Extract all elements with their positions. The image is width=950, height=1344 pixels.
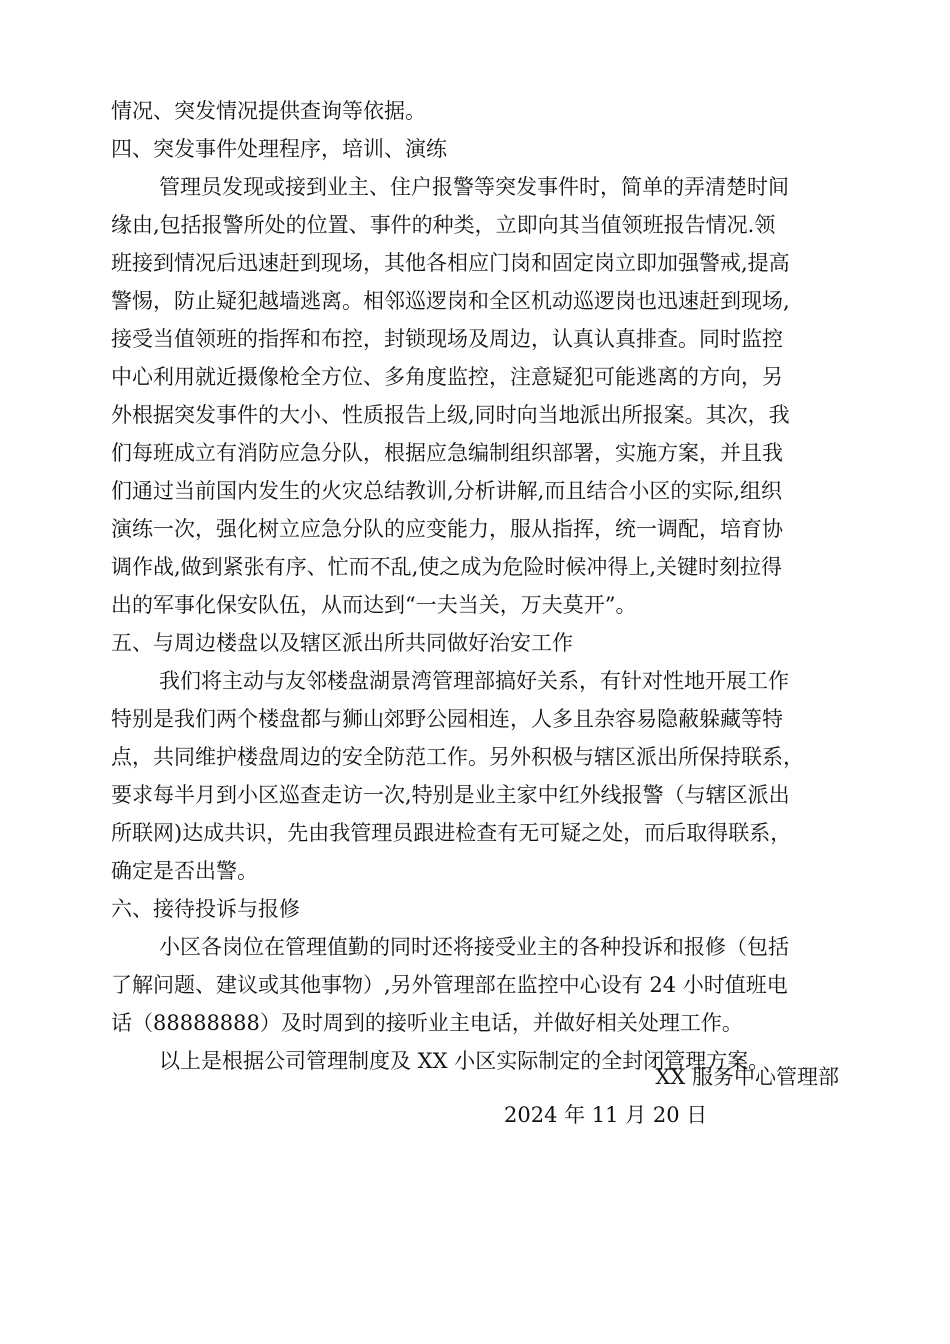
paragraph-line: 演练一次，强化树立应急分队的应变能力，服从指挥，统一调配，培育协 (111, 517, 783, 541)
section-heading-6: 六、接待投诉与报修 (111, 897, 300, 921)
paragraph-line: 情况、突发情况提供查询等依据。 (111, 99, 426, 123)
paragraph-line: 话（88888888）及时周到的接听业主电话，并做好相关处理工作。 (111, 1011, 743, 1035)
paragraph-line: 出的军事化保安队伍，从而达到“一夫当关，万夫莫开”。 (111, 593, 637, 617)
signature-organization: XX 服务中心管理部 (655, 1065, 839, 1089)
document-body (111, 92, 853, 1080)
paragraph-line: 要求每半月到小区巡查走访一次,特别是业主家中红外线报警（与辖区派出 (111, 783, 790, 807)
paragraph-line: 管理员发现或接到业主、住户报警等突发事件时，简单的弄清楚时间 (159, 175, 789, 199)
paragraph-line: 警惕，防止疑犯越墙逃离。相邻巡逻岗和全区机动巡逻岗也迅速赶到现场, (111, 289, 790, 313)
paragraph-line: 缘由,包括报警所处的位置、事件的种类，立即向其当值领班报告情况.领 (111, 213, 776, 237)
signature-date: 2024 年 11 月 20 日 (504, 1103, 708, 1127)
paragraph-line: 中心利用就近摄像枪全方位、多角度监控，注意疑犯可能逃离的方向，另 (111, 365, 783, 389)
paragraph-line: 班接到情况后迅速赶到现场，其他各相应门岗和固定岗立即加强警戒,提高 (111, 251, 790, 275)
paragraph-line: 我们将主动与友邻楼盘湖景湾管理部搞好关系，有针对性地开展工作 (159, 669, 789, 693)
paragraph-line: 们通过当前国内发生的火灾总结教训,分析讲解,而且结合小区的实际,组织 (111, 479, 783, 503)
paragraph-line: 外根据突发事件的大小、性质报告上级,同时向当地派出所报案。其次，我 (111, 403, 790, 427)
paragraph-line: 们每班成立有消防应急分队，根据应急编制组织部署，实施方案，并且我 (111, 441, 783, 465)
paragraph-line: 小区各岗位在管理值勤的同时还将接受业主的各种投诉和报修（包括 (159, 935, 789, 959)
paragraph-line: 接受当值领班的指挥和布控，封锁现场及周边，认真认真排查。同时监控 (111, 327, 783, 351)
paragraph-line: 确定是否出警。 (111, 859, 258, 883)
paragraph-line: 特别是我们两个楼盘都与狮山郊野公园相连，人多且杂容易隐蔽躲藏等特 (111, 707, 783, 731)
paragraph-line: 了解问题、建议或其他事物）,另外管理部在监控中心设有 24 小时值班电 (111, 973, 788, 997)
paragraph-line: 点，共同维护楼盘周边的安全防范工作。另外积极与辖区派出所保持联系， (111, 745, 804, 769)
section-heading-4: 四、突发事件处理程序，培训、演练 (111, 137, 447, 161)
section-heading-5: 五、与周边楼盘以及辖区派出所共同做好治安工作 (111, 631, 573, 655)
paragraph-line: 调作战,做到紧张有序、忙而不乱,使之成为危险时候冲得上,关键时刻拉得 (111, 555, 783, 579)
closing-statement: 以上是根据公司管理制度及 XX 小区实际制定的全封闭管理方案。 (159, 1049, 770, 1073)
paragraph-line: 所联网)达成共识，先由我管理员跟进检查有无可疑之处，而后取得联系， (111, 821, 792, 845)
